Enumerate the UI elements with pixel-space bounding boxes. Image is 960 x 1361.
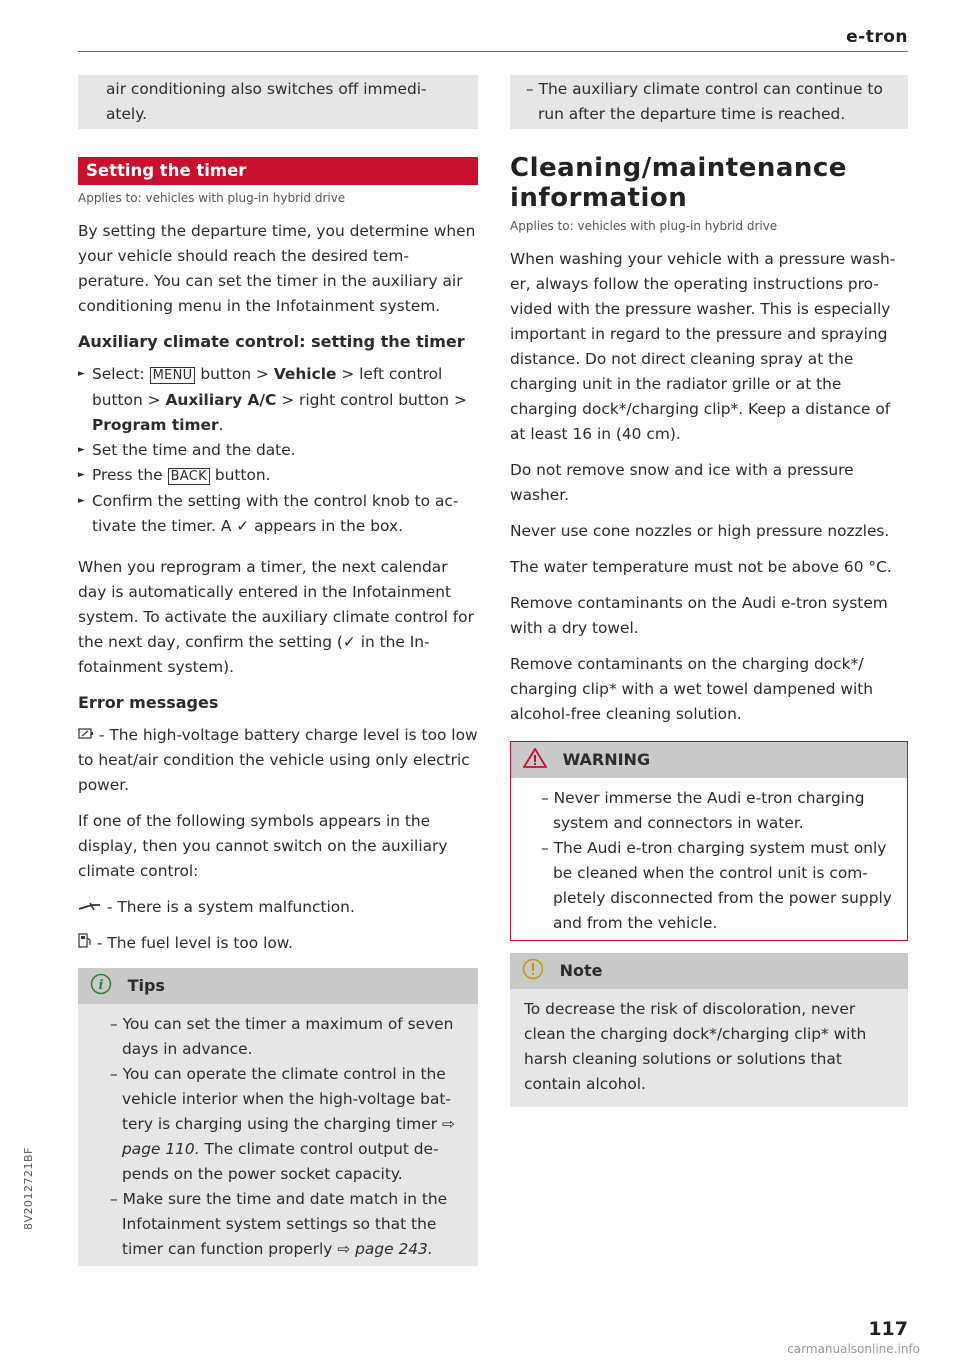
- step: ► Press the BACK button.: [78, 463, 478, 489]
- menu-key: MENU: [150, 367, 196, 384]
- tip-item: – You can set the timer a maximum of seven days in advance.: [110, 1015, 454, 1058]
- page-link[interactable]: ⇨ page 243.: [337, 1240, 433, 1258]
- step: ► Select: MENU button > Vehicle > left control button > Auxiliary A/C > right control button > Program timer.: [78, 362, 478, 438]
- section-title: e-tron: [846, 27, 908, 47]
- note-box: [510, 953, 908, 1107]
- step: ► Set the time and the date.: [78, 438, 478, 463]
- paragraph: Remove contaminants on the Audi e-tron system with a dry towel.: [510, 594, 888, 637]
- section-heading: Setting the timer: [78, 157, 478, 185]
- tip-item: – You can operate the climate control in the vehicle interior when the high-voltage bat-tery is charging using the charging timer ⇨ page 110. The climate control output de-pends on the power socket capacity.: [110, 1065, 455, 1183]
- paragraph: The water temperature must not be above 60 °C.: [510, 558, 892, 576]
- step: ► Confirm the setting with the control knob to ac-tivate the timer. A ✓ appears in the box.: [78, 489, 478, 539]
- svg-text:i: i: [98, 978, 104, 993]
- paragraph: When washing your vehicle with a pressure wash-er, always follow the operating instructions pro-vided with the pressure washer. This is especially important in regard to the pressure and spraying distance. Do not direct cleaning spray at the charging unit in the radiator grille or at the charging dock*/charging clip*. Keep a distance of at least 16 in (40 cm).: [510, 250, 896, 443]
- header-rule: [78, 51, 908, 52]
- document-code: 8V2012721BF: [22, 1147, 35, 1230]
- plug-malfunction-icon: [78, 895, 102, 920]
- fuel-pump-icon: [78, 931, 92, 956]
- watermark: carmanualsonline.info: [787, 1342, 920, 1356]
- left-column: [78, 75, 478, 1266]
- paragraph: Never use cone nozzles or high pressure nozzles.: [510, 522, 890, 540]
- note-header: Note: [510, 953, 908, 989]
- info-icon: [90, 972, 112, 1008]
- paragraph: Remove contaminants on the charging dock*/ charging clip* with a wet towel dampened with alcohol-free cleaning solution.: [510, 655, 874, 723]
- subheading: Auxiliary climate control: setting the timer: [78, 332, 465, 351]
- error-item: - The fuel level is too low.: [78, 931, 478, 956]
- warning-box: [510, 741, 908, 941]
- tip-item: – Make sure the time and date match in the Infotainment system settings so that the timer can function properly ⇨ page 243.: [110, 1190, 448, 1258]
- warning-item: – The Audi e-tron charging system must only be cleaned when the control unit is com-pletely disconnected from the power supply and from the vehicle.: [541, 839, 892, 932]
- paragraph: When you reprogram a timer, the next calendar day is automatically entered in the Infotainment system. To activate the auxiliary climate control for the next day, confirm the setting (✓ in the In-fotainment system).: [78, 558, 474, 676]
- warning-item: – Never immerse the Audi e-tron charging system and connectors in water.: [541, 789, 865, 832]
- section-heading: Cleaning/maintenance information: [510, 153, 847, 213]
- intro-box: [510, 75, 908, 129]
- intro-text: air conditioning also switches off immedi-ately.: [106, 80, 427, 123]
- subheading: Error messages: [78, 693, 219, 712]
- right-column: [510, 75, 908, 1107]
- tips-header: i Tips: [78, 968, 478, 1004]
- warning-triangle-icon: [523, 745, 547, 781]
- tips-box: [78, 968, 478, 1266]
- paragraph: By setting the departure time, you determine when your vehicle should reach the desired tem-perature. You can set the timer in the auxiliary air conditioning menu in the Infotainment system.: [78, 222, 476, 315]
- error-item: - There is a system malfunction.: [78, 895, 478, 920]
- intro-text: – The auxiliary climate control can continue to run after the departure time is reached.: [526, 80, 883, 123]
- battery-warning-icon: [78, 723, 94, 748]
- intro-box: [78, 75, 478, 129]
- warning-header: WARNING: [511, 742, 907, 778]
- error-item: - The high-voltage battery charge level is too low to heat/air condition the vehicle using only electric power.: [78, 723, 478, 798]
- paragraph: Do not remove snow and ice with a pressure washer.: [510, 461, 854, 504]
- page-link[interactable]: ⇨ page 110.: [122, 1115, 455, 1158]
- note-text: To decrease the risk of discoloration, never clean the charging dock*/charging clip* with harsh cleaning solutions or solutions that contain alcohol.: [524, 1000, 867, 1093]
- applies-note: Applies to: vehicles with plug-in hybrid drive: [510, 219, 778, 233]
- page-number: 117: [868, 1318, 908, 1340]
- applies-note: Applies to: vehicles with plug-in hybrid drive: [78, 191, 346, 205]
- paragraph: If one of the following symbols appears in the display, then you cannot switch on the auxiliary climate control:: [78, 812, 448, 880]
- exclamation-circle-icon: [522, 957, 544, 993]
- back-key: BACK: [168, 468, 210, 485]
